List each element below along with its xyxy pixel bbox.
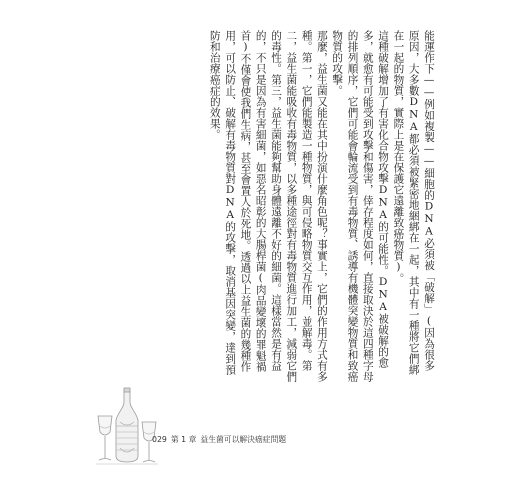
page-number: 029 (152, 434, 167, 444)
paragraph-2: 這種破解增加了有害化合物攻擊DNA的可能性。DNA被破解的愈多，就愈有可能受到攻擊和傷害，倖存程度如何，直接取決於這四種字母的排列順序，它們可能會輪流受到有毒物質、誘導有機體突變物質和致癌物質的攻擊。 (331, 30, 390, 382)
vertical-text-block (130, 30, 436, 382)
chapter-title: 益生菌可以解決癌症問題 (200, 434, 287, 444)
paragraph-1: 能運作下——例如複製——細胞的DNA必須被「破解」(因為很多原因，大多數DNA都必須被緊密地綑綁在一起，其中有一種將它們綁在一起的物質，實際上是在保護它遠離致癌物質)。 (392, 30, 435, 376)
page-footer (152, 432, 286, 446)
chapter-label: 第 1 章 (170, 434, 197, 444)
wine-bottle-glasses-illustration (94, 386, 160, 466)
paragraph-3: 那麼，益生菌又能在其中扮演什麼角色呢？事實上，它們的作用方式有多種。第一，它們能製造一種物質，與可侵略物質交互作用，並解毒。第二，益生菌能吸收有毒物質，以多種途徑對有毒物質進行加工，減弱它們的毒性。第三，益生菌能夠幫助身體遠離不好的細菌。這樣當然是有益的，不只是因為有害細菌，如惡名昭彰的大腸桿菌(肉品變壞的罪魁禍首)不僅會使我們生病，甚至會置人於死地。透過以上益生菌的幾種作用，可以防止、破解有毒物質對DNA的攻擊，取消基因突變，達到預防和治療癌症的效果。 (208, 30, 328, 382)
